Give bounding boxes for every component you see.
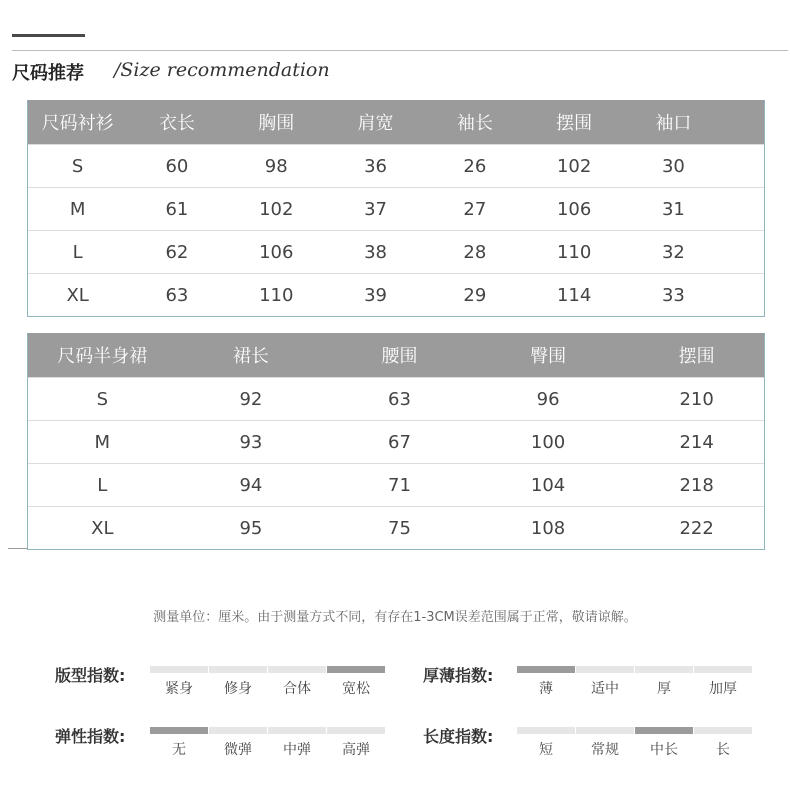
scale-bar xyxy=(576,666,634,673)
table-cell: 95 xyxy=(239,517,263,539)
shirt-size-table xyxy=(27,100,765,317)
scale-bar xyxy=(517,666,575,673)
table-row xyxy=(28,506,764,549)
elasticity-index-scale xyxy=(150,727,386,759)
table-row xyxy=(28,230,764,273)
table-cell: 110 xyxy=(259,284,294,306)
scale-bar xyxy=(268,727,326,734)
scale-segment xyxy=(209,666,267,698)
measurement-note: 测量单位：厘米。由于测量方式不同，有存在1-3CM误差范围属于正常，敬请谅解。 xyxy=(153,610,637,625)
scale-bar xyxy=(517,727,575,734)
table-cell: M xyxy=(94,431,111,453)
scale-bar xyxy=(576,727,634,734)
scale-label: 修身 xyxy=(224,681,252,697)
scale-bar xyxy=(209,727,267,734)
table-cell: 100 xyxy=(530,431,566,453)
column-header: 裙长 xyxy=(232,346,269,367)
table-cell: 102 xyxy=(556,155,592,177)
decorative-line xyxy=(8,548,28,549)
table-cell: 94 xyxy=(239,474,263,496)
scale-segment xyxy=(150,666,208,698)
fit-index-label: 版型指数: xyxy=(55,666,126,685)
table-row xyxy=(28,187,764,230)
column-header: 衣长 xyxy=(158,113,195,134)
scale-label: 长 xyxy=(716,742,730,758)
thickness-index-label: 厚薄指数: xyxy=(423,666,494,685)
scale-label: 加厚 xyxy=(709,681,737,697)
table-row xyxy=(28,273,764,316)
scale-bar xyxy=(150,727,208,734)
table-cell: 30 xyxy=(661,155,685,177)
table-cell: 37 xyxy=(364,198,387,220)
column-header: 袖长 xyxy=(456,113,493,134)
scale-segment xyxy=(635,666,693,698)
scale-bar xyxy=(635,666,693,673)
table-header-row xyxy=(28,333,764,377)
table-cell: 28 xyxy=(463,241,487,263)
table-cell: 108 xyxy=(530,517,566,539)
table-cell: 36 xyxy=(364,155,387,177)
table-cell: 106 xyxy=(259,241,294,263)
scale-bar xyxy=(150,666,208,673)
table-cell: M xyxy=(69,198,86,220)
scale-segment xyxy=(694,666,752,698)
scale-segment xyxy=(268,666,326,698)
scale-bar xyxy=(327,666,385,673)
length-index-label: 长度指数: xyxy=(423,727,494,746)
table-cell: L xyxy=(97,474,108,496)
scale-segment xyxy=(150,727,208,759)
table-cell: 110 xyxy=(556,241,592,263)
scale-label: 中长 xyxy=(650,742,678,758)
header-accent-line xyxy=(12,34,85,37)
scale-label: 适中 xyxy=(591,681,619,697)
scale-segment xyxy=(268,727,326,759)
scale-bar xyxy=(327,727,385,734)
table-row xyxy=(28,463,764,506)
table-cell: 62 xyxy=(165,241,189,263)
scale-label: 微弹 xyxy=(224,742,252,758)
scale-label: 短 xyxy=(539,742,553,758)
table-cell: 93 xyxy=(239,431,263,453)
table-cell: 26 xyxy=(463,155,487,177)
table-cell: 39 xyxy=(364,284,387,306)
column-header: 尺码衬衫 xyxy=(41,113,114,134)
scale-label: 常规 xyxy=(591,742,619,758)
table-cell: 67 xyxy=(388,431,411,453)
table-row xyxy=(28,144,764,187)
length-index-scale xyxy=(517,727,753,759)
skirt-size-table xyxy=(27,333,765,550)
table-cell: 222 xyxy=(679,517,714,539)
table-row xyxy=(28,377,764,420)
scale-label: 薄 xyxy=(539,681,553,697)
table-cell: 98 xyxy=(264,155,288,177)
scale-bar xyxy=(209,666,267,673)
table-cell: XL xyxy=(66,284,89,306)
table-cell: 71 xyxy=(388,474,411,496)
scale-bar xyxy=(694,727,752,734)
scale-bar xyxy=(635,727,693,734)
table-cell: 29 xyxy=(463,284,487,306)
table-cell: 33 xyxy=(661,284,685,306)
table-cell: 60 xyxy=(165,155,189,177)
scale-bar xyxy=(694,666,752,673)
scale-label: 中弹 xyxy=(283,742,311,758)
table-cell: S xyxy=(96,388,109,410)
scale-segment xyxy=(209,727,267,759)
table-cell: 210 xyxy=(679,388,714,410)
table-row xyxy=(28,420,764,463)
table-cell: 92 xyxy=(239,388,263,410)
table-cell: 27 xyxy=(463,198,487,220)
table-header-row xyxy=(28,100,764,144)
table-cell: 63 xyxy=(388,388,411,410)
title-chinese: 尺码推荐 xyxy=(12,63,84,84)
table-cell: XL xyxy=(91,517,114,539)
table-cell: 61 xyxy=(165,198,189,220)
table-cell: S xyxy=(71,155,84,177)
scale-segment xyxy=(635,727,693,759)
scale-label: 宽松 xyxy=(342,681,370,697)
title-english: /Size recommendation xyxy=(114,59,330,81)
column-header: 尺码半身裙 xyxy=(57,346,148,367)
column-header: 摆围 xyxy=(556,113,593,134)
column-header: 胸围 xyxy=(258,113,295,134)
header-divider xyxy=(12,50,788,51)
column-header: 腰围 xyxy=(381,346,418,367)
table-cell: 102 xyxy=(259,198,294,220)
scale-label: 无 xyxy=(172,742,186,758)
scale-segment xyxy=(576,666,634,698)
table-cell: 38 xyxy=(364,241,387,263)
table-cell: 106 xyxy=(556,198,592,220)
column-header: 肩宽 xyxy=(357,113,394,134)
fit-index-scale xyxy=(150,666,386,698)
scale-segment xyxy=(694,727,752,759)
scale-segment xyxy=(576,727,634,759)
table-cell: 31 xyxy=(661,198,685,220)
thickness-index-scale xyxy=(517,666,753,698)
elasticity-index-label: 弹性指数: xyxy=(55,727,126,746)
scale-label: 紧身 xyxy=(165,681,193,697)
column-header: 臀围 xyxy=(530,346,567,367)
table-cell: L xyxy=(72,241,83,263)
table-cell: 104 xyxy=(530,474,566,496)
scale-label: 厚 xyxy=(657,681,671,697)
table-cell: 218 xyxy=(679,474,714,496)
table-cell: 63 xyxy=(165,284,189,306)
table-cell: 114 xyxy=(556,284,592,306)
scale-label: 高弹 xyxy=(342,742,370,758)
scale-segment xyxy=(517,666,575,698)
scale-segment xyxy=(327,666,385,698)
scale-bar xyxy=(268,666,326,673)
table-cell: 214 xyxy=(679,431,714,453)
table-cell: 96 xyxy=(536,388,560,410)
column-header: 摆围 xyxy=(678,346,715,367)
table-cell: 75 xyxy=(388,517,411,539)
scale-segment xyxy=(327,727,385,759)
column-header: 袖口 xyxy=(655,113,692,134)
table-cell: 32 xyxy=(661,241,685,263)
scale-segment xyxy=(517,727,575,759)
scale-label: 合体 xyxy=(283,681,311,697)
